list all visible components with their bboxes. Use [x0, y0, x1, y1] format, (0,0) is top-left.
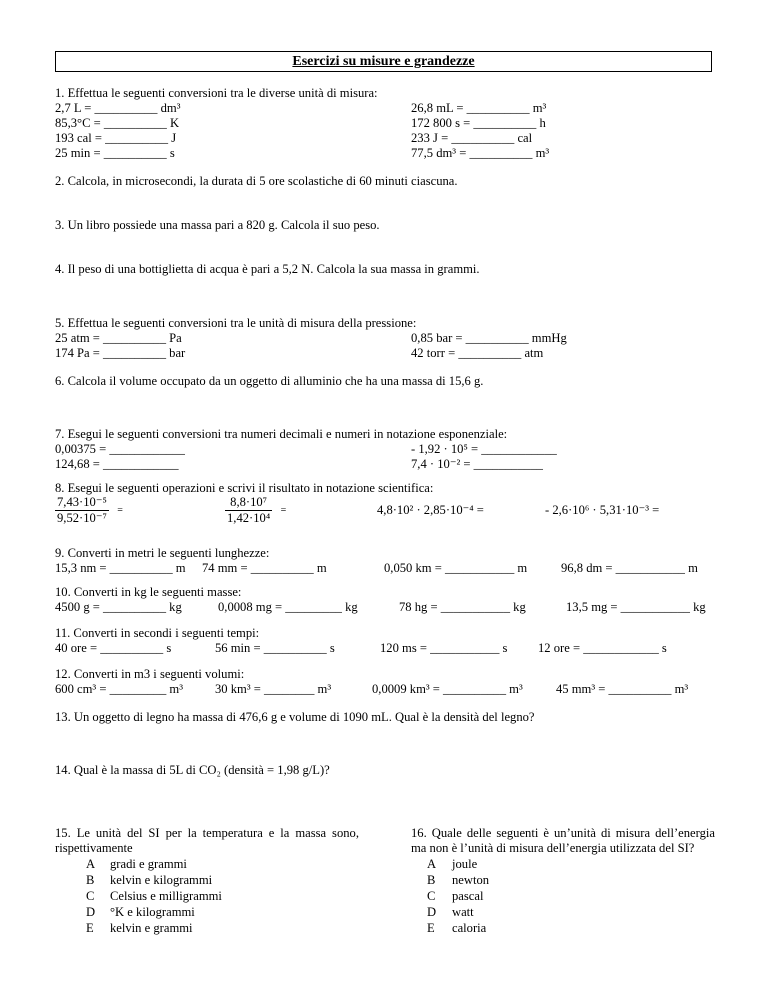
q15-option-e: kelvin e grammi [110, 921, 193, 935]
page-title: Esercizi su misure e grandezze [55, 51, 712, 72]
q1-right-1: 26,8 mL = __________ m³ [411, 101, 547, 115]
q8-fraction-2-numerator: 8,8·10⁷ [225, 495, 272, 511]
q16-text: 16. Quale delle seguenti è un’unità di misura dell’energia ma non è l’unità di misura dell’energia utilizzata del SI? [411, 826, 715, 855]
q8-fraction-1-equals: = [117, 505, 123, 516]
q7-intro: 7. Esegui le seguenti conversioni tra numeri decimali e numeri in notazione esponenziale: [55, 427, 508, 441]
q5-left-1: 25 atm = __________ Pa [55, 331, 182, 345]
q16-option-e: caloria [452, 921, 487, 935]
q15-option-b: kelvin e kilogrammi [110, 873, 213, 887]
q16-letter-a: A [427, 857, 437, 871]
q9-intro: 9. Converti in metri le seguenti lunghezze: [55, 546, 270, 560]
q16-letters [427, 856, 436, 936]
q1-left-4: 25 min = __________ s [55, 146, 175, 160]
q14-text: 14. Qual è la massa di 5L di CO₂ (densità = 1,98 g/L)? [55, 763, 330, 777]
q1-left-3: 193 cal = __________ J [55, 131, 177, 145]
q8-fraction-1-denominator: 9,52·10⁻⁷ [57, 511, 107, 525]
q11-item-2: 56 min = __________ s [215, 641, 335, 655]
q5-right-2: 42 torr = __________ atm [411, 346, 544, 360]
q11-intro: 11. Converti in secondi i seguenti tempi: [55, 626, 260, 640]
q10-item-3: 78 hg = ___________ kg [399, 600, 526, 614]
q16-letter-d: D [427, 905, 437, 919]
q9-item-2: 74 mm = __________ m [202, 561, 327, 575]
q7-left-1: 0,00375 = ____________ [55, 442, 185, 456]
q1-right-3: 233 J = __________ cal [411, 131, 533, 145]
q13-text: 13. Un oggetto di legno ha massa di 476,6 g e volume di 1090 mL. Qual è la densità del legno? [55, 710, 535, 724]
q10-item-1: 4500 g = __________ kg [55, 600, 182, 614]
q8-product-1: 4,8·10² · 2,85·10⁻⁴ = [377, 503, 484, 517]
q3-text: 3. Un libro possiede una massa pari a 820 g. Calcola il suo peso. [55, 218, 380, 232]
q11-item-3: 120 ms = ___________ s [380, 641, 508, 655]
q10-item-4: 13,5 mg = ___________ kg [566, 600, 706, 614]
q4-text: 4. Il peso di una bottiglietta di acqua è pari a 5,2 N. Calcola la sua massa in grammi. [55, 262, 480, 276]
q10-item-2: 0,0008 mg = _________ kg [218, 600, 358, 614]
q15-letter-e: E [86, 921, 94, 935]
q5-intro: 5. Effettua le seguenti conversioni tra le unità di misura della pressione: [55, 316, 417, 330]
q7-right-2: 7,4 · 10⁻² = ___________ [411, 457, 543, 471]
q12-item-1: 600 cm³ = _________ m³ [55, 682, 183, 696]
q16-option-d: watt [452, 905, 474, 919]
q9-item-3: 0,050 km = ___________ m [384, 561, 528, 575]
q11-item-1: 40 ore = __________ s [55, 641, 172, 655]
q7-right-1: - 1,92 · 10⁵ = ____________ [411, 442, 557, 456]
q12-item-3: 0,0009 km³ = __________ m³ [372, 682, 523, 696]
q16-option-a: joule [452, 857, 478, 871]
q15-letter-c: C [86, 889, 95, 903]
q15-option-a: gradi e grammi [110, 857, 187, 871]
q12-item-4: 45 mm³ = __________ m³ [556, 682, 689, 696]
q11-item-4: 12 ore = ____________ s [538, 641, 667, 655]
q1-right-4: 77,5 dm³ = __________ m³ [411, 146, 550, 160]
q5-right-1: 0,85 bar = __________ mmHg [411, 331, 567, 345]
q8-fraction-1 [55, 495, 123, 526]
q5-left-2: 174 Pa = __________ bar [55, 346, 186, 360]
q8-intro: 8. Esegui le seguenti operazioni e scrivi il risultato in notazione scientifica: [55, 481, 434, 495]
q2-text: 2. Calcola, in microsecondi, la durata di 5 ore scolastiche di 60 minuti ciascuna. [55, 174, 458, 188]
q15-option-d: °K e kilogrammi [110, 905, 195, 919]
q15-letter-b: B [86, 873, 95, 887]
q8-fraction-2 [225, 495, 287, 526]
q15-letter-d: D [86, 905, 96, 919]
q16-options [452, 856, 489, 936]
q16-option-b: newton [452, 873, 490, 887]
q16-letter-c: C [427, 889, 436, 903]
q10-intro: 10. Converti in kg le seguenti masse: [55, 585, 242, 599]
q8-fraction-2-denominator: 1,42·10⁴ [227, 511, 271, 525]
q8-fraction-1-numerator: 7,43·10⁻⁵ [57, 495, 107, 509]
q16-option-c: pascal [452, 889, 484, 903]
q12-item-2: 30 km³ = ________ m³ [215, 682, 332, 696]
q6-text: 6. Calcola il volume occupato da un oggetto di alluminio che ha una massa di 15,6 g. [55, 374, 484, 388]
q8-product-2: - 2,6·10⁶ · 5,31·10⁻³ = [545, 503, 660, 517]
q15-letter-a: A [86, 857, 96, 871]
q1-right-2: 172 800 s = __________ h [411, 116, 546, 130]
q8-fraction-2-equals: = [280, 505, 287, 516]
q15-options [110, 856, 222, 936]
q15-option-c: Celsius e milligrammi [110, 889, 222, 903]
q7-left-2: 124,68 = ____________ [55, 457, 179, 471]
q1-left-2: 85,3°C = __________ K [55, 116, 180, 130]
q16-letter-b: B [427, 873, 436, 887]
q9-item-1: 15,3 nm = __________ m [55, 561, 186, 575]
q9-item-4: 96,8 dm = ___________ m [561, 561, 698, 575]
q15-letters [86, 856, 95, 936]
q1-left-1: 2,7 L = __________ dm³ [55, 101, 181, 115]
q16-letter-e: E [427, 921, 435, 935]
q12-intro: 12. Converti in m3 i seguenti volumi: [55, 667, 245, 681]
q15-text: 15. Le unità del SI per la temperatura e la massa sono, rispettivamente [55, 826, 359, 855]
q1-intro: 1. Effettua le seguenti conversioni tra le diverse unità di misura: [55, 86, 378, 100]
